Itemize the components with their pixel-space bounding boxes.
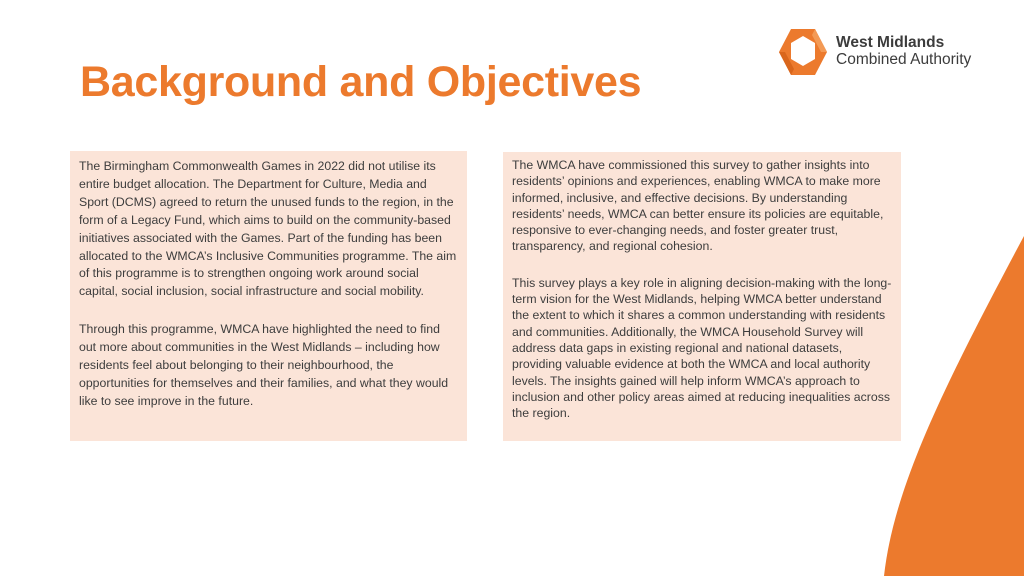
wmca-logo (777, 27, 1007, 77)
page-title: Background and Objectives (80, 58, 642, 106)
right-paragraph-2: This survey plays a key role in aligning decision-making with the long-term vision for the West Midlands, helping WMCA better understand the extent to which it shares a common understanding with residents and communities. Additionally, the WMCA Household Survey will address data gaps in existing regional and national datasets, providing valuable evidence at both the WMCA and local authority levels. The insights gained will help inform WMCA’s approach to inclusion and other policy areas aimed at reducing inequalities across the region. (512, 275, 892, 421)
left-text-panel (70, 151, 467, 441)
left-paragraph-1: The Birmingham Commonwealth Games in 2022 did not utilise its entire budget allocation. The Department for Culture, Media and Sport (DCMS) agreed to return the unused funds to the region, in the form of a Legacy Fund, which aims to build on the community-based initiatives associated with the Games. Part of the funding has been allocated to the WMCA’s Inclusive Communities programme. The aim of this programme is to strengthen ongoing work around social capital, social inclusion, social infrastructure and social mobility. (79, 159, 457, 299)
decorative-corner-shape (884, 236, 1024, 576)
right-text-panel (503, 152, 901, 441)
logo-line2: Combined Authority (836, 51, 972, 68)
logo-line1: West Midlands (836, 34, 945, 51)
right-paragraph-1: The WMCA have commissioned this survey to gather insights into residents’ opinions and experiences, enabling WMCA to make more informed, inclusive, and effective decisions. By understanding residents’ needs, WMCA can better ensure its policies are equitable, responsive to ever-changing needs, and foster greater trust, transparency, and regional cohesion. (512, 158, 884, 254)
left-paragraph-2: Through this programme, WMCA have highlighted the need to find out more about communities in the West Midlands – including how residents feel about belonging to their neighbourhood, the opportunities for themselves and their families, and what they would like to see improve in the future. (79, 322, 449, 408)
hexagon-ring-icon (777, 27, 829, 77)
